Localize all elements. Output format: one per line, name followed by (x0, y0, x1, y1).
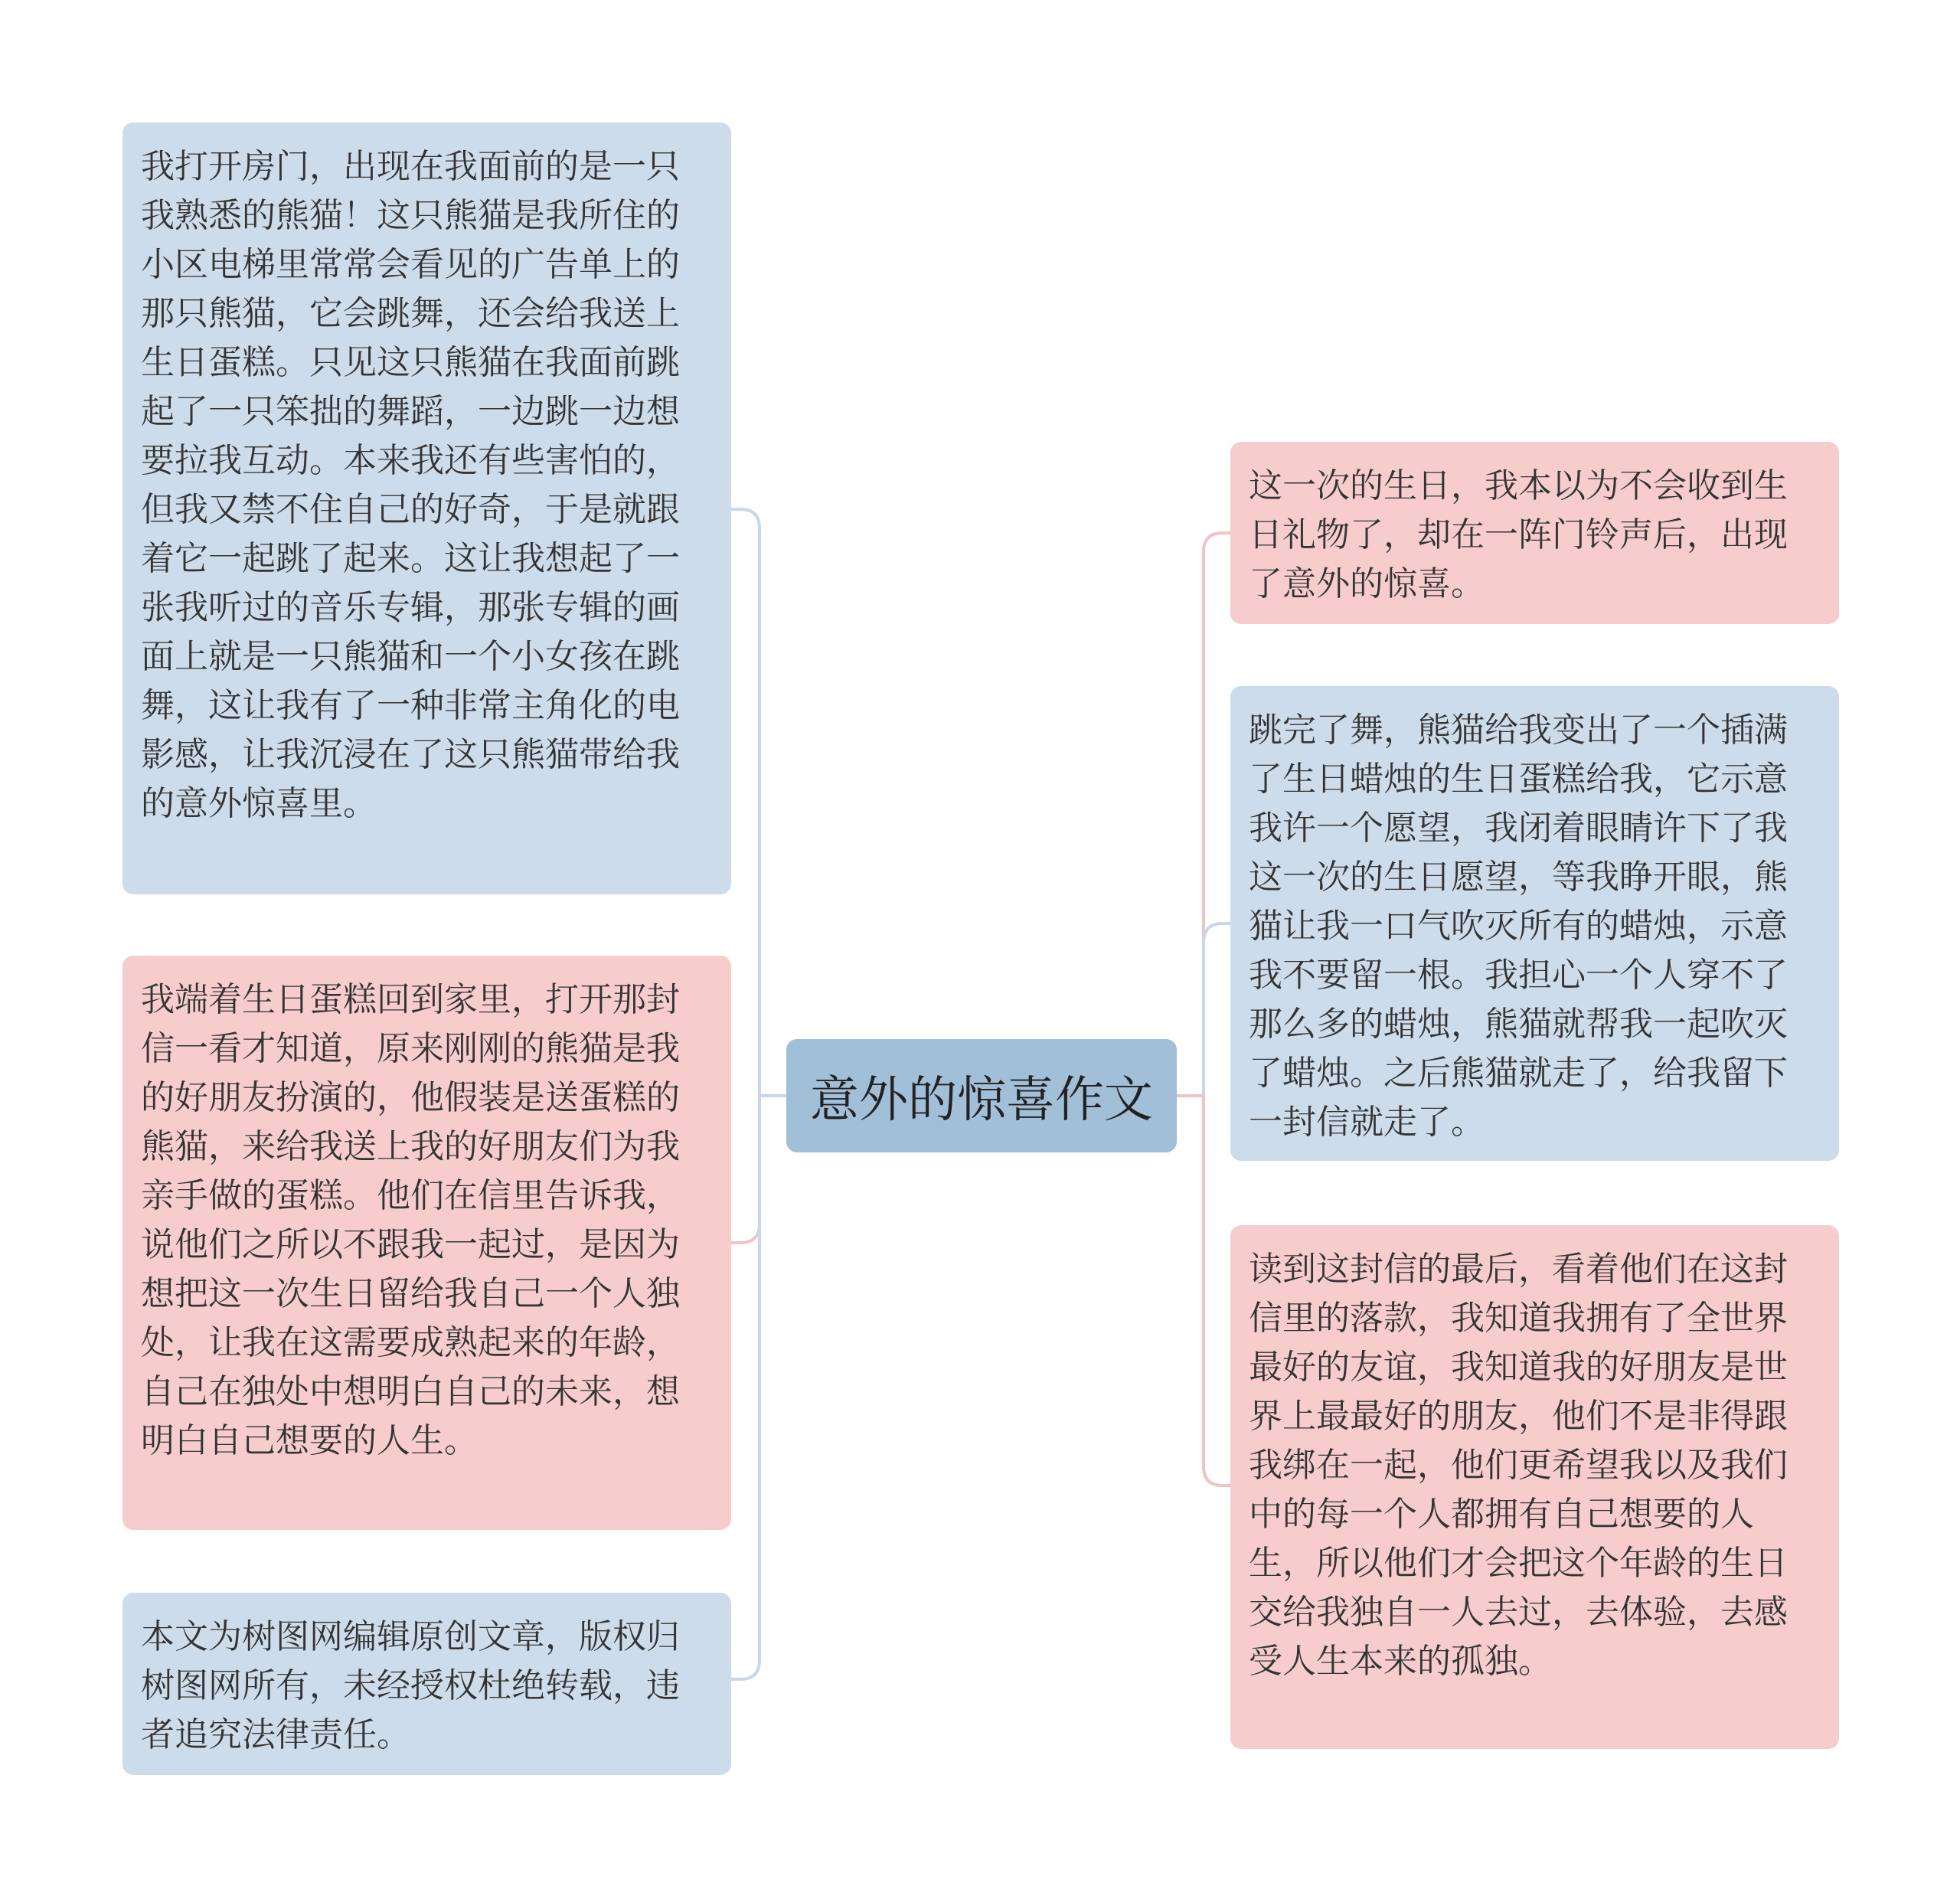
connector-left-3 (731, 1096, 760, 1679)
connector-right-3 (1204, 1096, 1230, 1486)
left-node-1[interactable]: 我打开房门，出现在我面前的是一只我熟悉的熊猫！这只熊猫是我所住的小区电梯里常常会看见的广告单上的那只熊猫，它会跳舞，还会给我送上生日蛋糕。只见这只熊猫在我面前跳起了一只笨拙的舞蹈，一边跳一边想要拉我互动。本来我还有些害怕的，但我又禁不住自己的好奇，于是就跟着它一起跳了起来。这让我想起了一张我听过的音乐专辑，那张专辑的画面上就是一只熊猫和一个小女孩在跳舞，这让我有了一种非常主角化的电影感，让我沉浸在了这只熊猫带给我的意外惊喜里。 (122, 123, 731, 894)
right-node-2[interactable]: 跳完了舞，熊猫给我变出了一个插满了生日蜡烛的生日蛋糕给我，它示意我许一个愿望，我闭着眼睛许下了我这一次的生日愿望，等我睁开眼，熊猫让我一口气吹灭所有的蜡烛，示意我不要留一根。我担心一个人穿不了那么多的蜡烛，熊猫就帮我一起吹灭了蜡烛。之后熊猫就走了，给我留下一封信就走了。 (1230, 686, 1839, 1161)
connector-right-1 (1204, 533, 1230, 1096)
left-node-2[interactable]: 我端着生日蛋糕回到家里，打开那封信一看才知道，原来刚刚的熊猫是我的好朋友扮演的，他假装是送蛋糕的熊猫，来给我送上我的好朋友们为我亲手做的蛋糕。他们在信里告诉我，说他们之所以不跟我一起过，是因为想把这一次生日留给我自己一个人独处，让我在这需要成熟起来的年龄，自己在独处中想明白自己的未来，想明白自己想要的人生。 (122, 956, 731, 1530)
right-node-3[interactable]: 读到这封信的最后，看着他们在这封信里的落款，我知道我拥有了全世界最好的友谊，我知道我的好朋友是世界上最最好的朋友，他们不是非得跟我绑在一起，他们更希望我以及我们中的每一个人都拥有自己想要的人生，所以他们才会把这个年龄的生日交给我独自一人去过，去体验，去感受人生本来的孤独。 (1230, 1225, 1839, 1749)
central-topic[interactable]: 意外的惊喜作文 (786, 1039, 1177, 1152)
right-node-1[interactable]: 这一次的生日，我本以为不会收到生日礼物了，却在一阵门铃声后，出现了意外的惊喜。 (1230, 442, 1839, 624)
connector-left-2 (731, 1096, 760, 1243)
connector-left-1 (731, 509, 760, 1096)
connector-right-2 (1204, 923, 1230, 1096)
left-node-3[interactable]: 本文为树图网编辑原创文章，版权归树图网所有，未经授权杜绝转载，违者追究法律责任。 (122, 1593, 731, 1775)
